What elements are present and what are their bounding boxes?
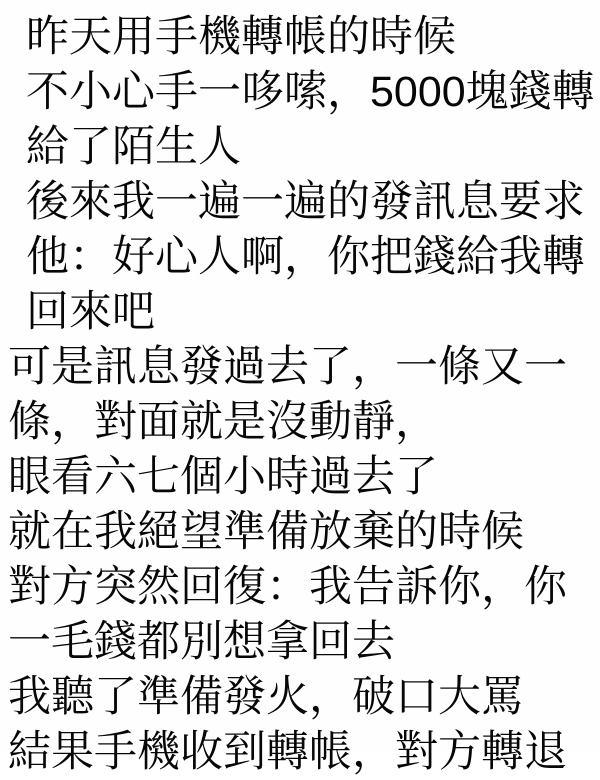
story-line: 眼看六七個小時過去了 [8, 453, 438, 501]
story-line: 條，對面就是沒動靜， [8, 398, 438, 446]
story-paragraph-1 [0, 0, 600, 340]
story-line: 我聽了準備發火，破口大罵 [8, 673, 524, 721]
story-line: 給了陌生人 [26, 123, 241, 171]
story-line: 一毛錢都別想拿回去 [8, 618, 395, 666]
story-line: 不小心手一哆嗦，5000塊錢轉 [26, 68, 595, 116]
story-line: 後來我一遍一遍的發訊息要求 [26, 178, 585, 226]
story-line: 昨天用手機轉帳的時候 [26, 13, 456, 61]
story-line-clipped: 結果手機收到轉帳，對方轉退 [8, 728, 567, 776]
story-line: 對方突然回復：我告訴你，你 [8, 563, 567, 611]
story-paragraph-2 [0, 340, 600, 780]
story-line: 回來吧 [26, 288, 155, 336]
story-line: 可是訊息發過去了，一條又一 [8, 343, 567, 391]
story-line: 他：好心人啊，你把錢給我轉 [26, 233, 585, 281]
story-line: 就在我絕望準備放棄的時候 [8, 508, 524, 556]
